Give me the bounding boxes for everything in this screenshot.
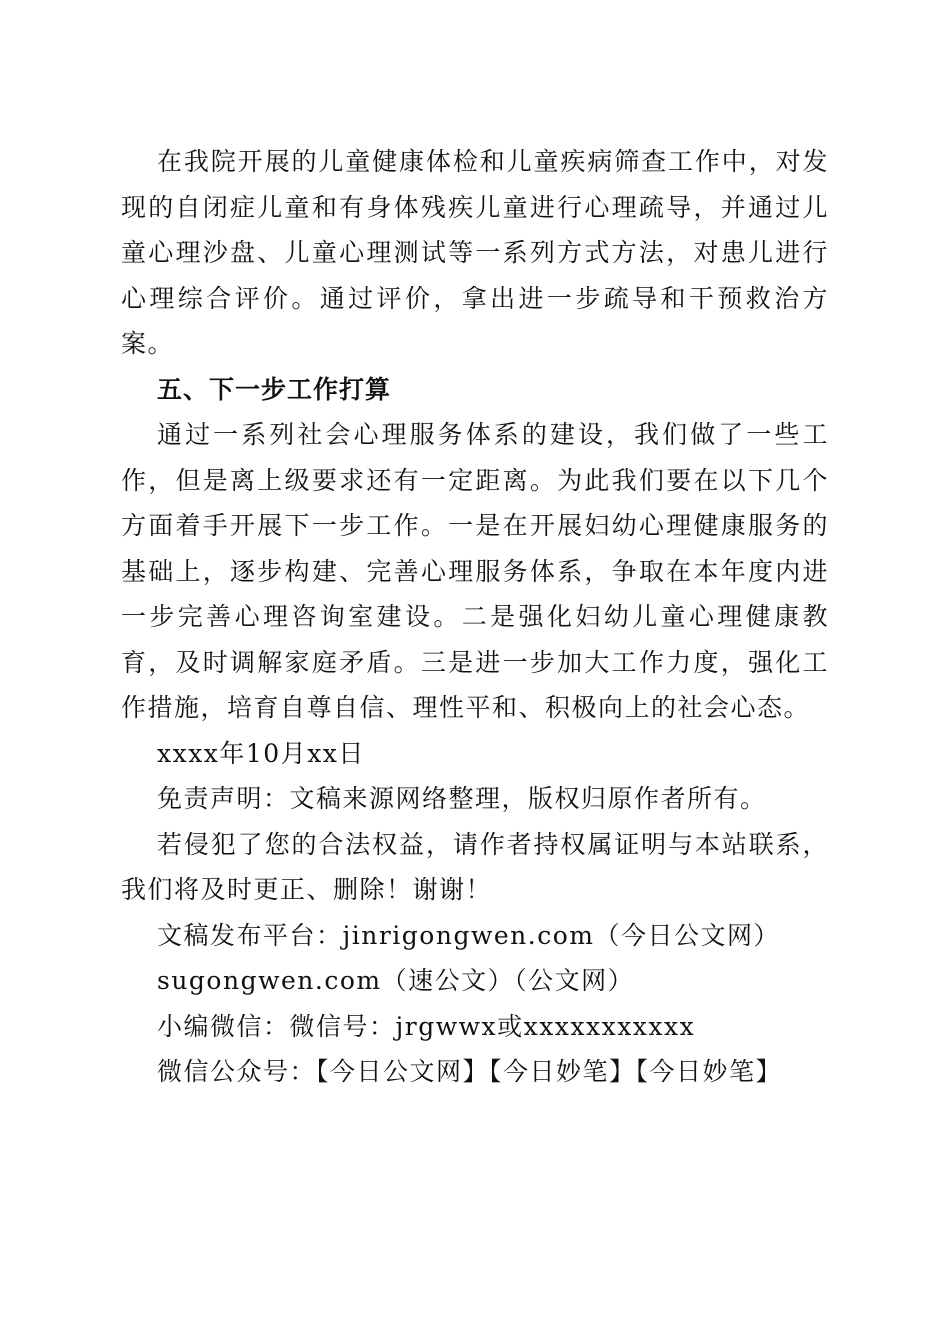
editor-wechat: 小编微信：微信号：jrgwwx或xxxxxxxxxxx [157, 1011, 696, 1041]
wechat-official-account: 微信公众号：【今日公文网】【今日妙笔】【今日妙笔】 [157, 1057, 783, 1086]
disclaimer-line-1: 免责声明：文稿来源网络整理，版权归原作者所有。 [157, 784, 767, 813]
section-heading-next-steps: 五、下一步工作打算 [157, 374, 392, 404]
publishing-platform: 文稿发布平台：jinrigongwen.com（今日公文网） [157, 920, 780, 950]
document-date: xxxx年10月xx日 [157, 738, 365, 768]
paragraph-child-assessment: 在我院开展的儿童健康体检和儿童疾病筛查工作中，对发现的自闭症儿童和有身体残疾儿童进行心理疏导，并通过儿童心理沙盘、儿童心理测试等一系列方式方法，对患儿进行心理综合评价。通过评价，拿出进一步疏导和干预救治方案。 [121, 147, 829, 358]
paragraph-next-steps: 通过一系列社会心理服务体系的建设，我们做了一些工作，但是离上级要求还有一定距离。为此我们要在以下几个方面着手开展下一步工作。一是在开展妇幼心理健康服务的基础上，逐步构建、完善心理服务体系，争取在本年度内进一步完善心理咨询室建设。二是强化妇幼儿童心理健康教育，及时调解家庭矛盾。三是进一步加大工作力度，强化工作措施，培育自尊自信、理性平和、积极向上的社会心态。 [121, 420, 829, 722]
document-body [121, 139, 829, 1095]
publishing-platform-2: sugongwen.com（速公文）（公文网） [157, 966, 635, 995]
disclaimer-line-2: 若侵犯了您的合法权益，请作者持权属证明与本站联系，我们将及时更正、删除！谢谢！ [121, 829, 829, 904]
